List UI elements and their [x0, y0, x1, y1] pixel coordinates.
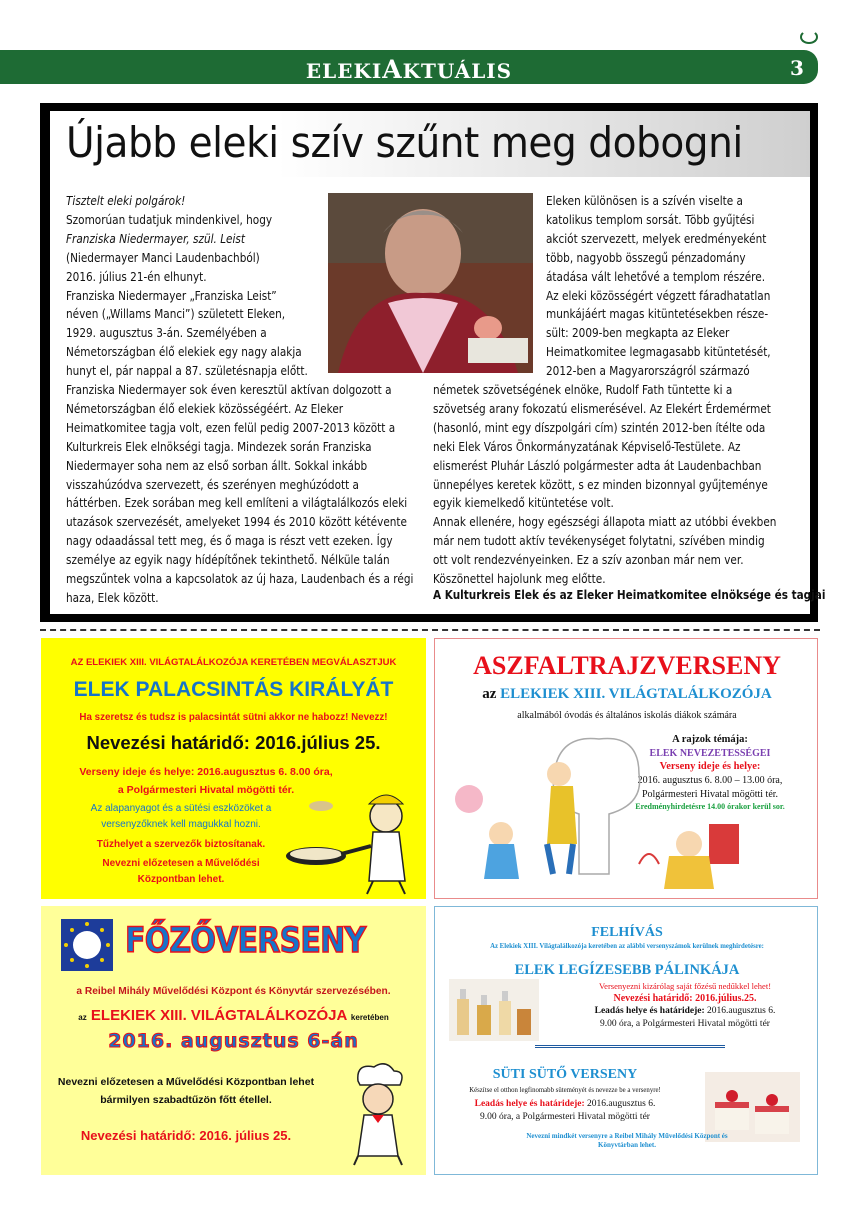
call-intro: Az Elekiek XIII. Világtalálkozója keretében az alábbi versenyszámok kerülnek meghirdetésre: — [490, 943, 764, 950]
palinka-rule: Versenyezni kizárólag saját főzésű nedűkkel lehet! — [598, 981, 772, 991]
pancake-line10: Nevezni előzetesen a Művelődési — [102, 858, 260, 869]
asphalt-results: Eredményhirdetésre 14.00 órakor kerül sor. — [635, 802, 785, 811]
article-left-full-line: nagy odaadással tett meg, és ő maga is részt vett ezeken. Így — [66, 534, 393, 549]
article-right-top-line: akciót szervezett, melyek eredményeként — [546, 231, 767, 246]
article-left-line: 1929. augusztus 3-án. Személyében a — [66, 326, 267, 341]
article-left-line: néven („Willams Manci”) született Eleken, — [66, 307, 286, 322]
section-divider — [40, 629, 820, 631]
article-right-top-line: sült: 2009-ben megkapta az Eleker — [546, 326, 730, 341]
suti-place: Leadás helye és határideje: 2016.augusztus 6. — [474, 1099, 656, 1109]
pancake-line9: Tűzhelyet a szervezők biztosítanak. — [96, 839, 266, 850]
cooking-entry-info2: bármilyen szabadtűzön főtt étellel. — [100, 1094, 272, 1106]
article-right-top-column — [546, 192, 771, 381]
article-right-full-line: németek szövetségének elnöke, Rudolf Fath tüntette ki a — [433, 383, 733, 397]
article-left-full-line: Heimatkomitee tagja volt, ezen felül pedig 2007-2013 között a — [66, 420, 396, 435]
article-right-top-line: 2012-ben a Magyarországról származó — [546, 364, 750, 379]
article-left-line: 2016. július 21-én elhunyt. — [66, 269, 207, 284]
article-right-full-column — [433, 381, 776, 589]
asphalt-drawing-contest-ad — [434, 638, 818, 899]
palinka-title: ELEK LEGÍZESEBB PÁLINKÁJA — [514, 962, 740, 978]
asphalt-theme: ELEK NEVEZETESSÉGEI — [649, 748, 771, 759]
cooking-title: FŐZŐVERSENY — [125, 921, 366, 961]
article-right-full-line: Köszönettel hajolunk meg előtte. — [433, 572, 606, 587]
asphalt-time-label: Verseny ideje és helye: — [659, 761, 761, 772]
article-right-full-line: ünnepélyes keretek között, s ez minden bizonnyal gyűjteménye — [433, 477, 768, 492]
eu-flag-emblem-icon — [61, 919, 113, 971]
asphalt-audience: alkalmából óvodás és általános iskolás diákok számára — [517, 710, 737, 721]
article-left-full-line: Niedermayer soha nem az első sorban állt. Sokkal inkább — [66, 458, 368, 473]
cooking-deadline: Nevezési határidő: 2016. július 25. — [80, 1128, 292, 1143]
article-right-top-line: katolikus templom sorsát. Több gyűjtési — [546, 212, 755, 227]
suti-time: 9.00 óra, a Polgármesteri Hivatal mögötti tér — [480, 1112, 650, 1122]
palinka-place: Leadás helye és határideje: 2016.augusztus 6. — [594, 1006, 776, 1016]
cooking-event: az ELEKIEK XIII. VILÁGTALÁLKOZÓJA keretében — [78, 1007, 389, 1024]
article-left-full-line: Franziska Niedermayer sok éven keresztül aktívan dolgozott a — [66, 383, 392, 397]
cooking-organizer: a Reibel Mihály Művelődési Központ és Könyvtár szervezésében. — [76, 986, 391, 997]
article-left-line: Szomorúan tudatjuk mindenkivel, hogy — [66, 212, 273, 227]
call-title: FELHÍVÁS — [591, 925, 663, 940]
article-left-full-line: visszahúzódva szervezett, és szerényen meghúzódott a — [66, 477, 359, 492]
cooking-entry-info: Nevezni előzetesen a Művelődési Központban lehet — [57, 1076, 315, 1088]
article-left-full-line: Kulturkreis Elek elnökségi tagja. Mindezek során Franziska — [66, 439, 372, 454]
call-footer1: Nevezni mindkét versenyre a Reibel Mihály Művelődési Központ és — [526, 1132, 728, 1140]
article-right-top-line: átadása vált lehetővé a templom részére. — [546, 269, 766, 284]
pancake-line3: Ha szeretsz és tudsz is palacsintát sütni akkor ne habozz! Nevezz! — [79, 712, 388, 723]
article-left-column — [66, 192, 308, 381]
palinka-time: 9.00 óra, a Polgármesteri Hivatal mögötti tér — [600, 1019, 770, 1029]
article-right-full-line: neki Elek Város Önkormányzatának Képviselő-Testülete. Az — [433, 439, 741, 454]
suti-info: Készítse el otthon legfinomabb süteményét és nevezze be a versenyre! — [469, 1087, 661, 1094]
article-right-full-line: ott volt rendezvényeinken. Ez a szív azonban már nem ver. — [433, 553, 744, 568]
pancake-line11: Központban lehet. — [137, 874, 225, 885]
article-right-full-line: egyik kiemelkedő kitüntetése volt. — [433, 496, 614, 511]
page-number: 3 — [790, 56, 804, 80]
article-right-top-line: Heimatkomitee legmagasabb kitüntetését, — [546, 345, 771, 360]
portrait-photo — [328, 193, 533, 373]
pancake-place: a Polgármesteri Hivatal mögötti tér. — [117, 784, 295, 796]
newsletter-title: ELEKIAKTUÁLIS — [305, 55, 513, 84]
pancake-deadline: Nevezési határidő: 2016.július 25. — [86, 732, 381, 753]
article-title: Újabb eleki szív szűnt meg dobogni — [66, 118, 743, 167]
call-footer2: Könyvtárban lehet. — [598, 1141, 656, 1149]
article-right-full-line: (hasonló, mint egy díszpolgári cím) szintén 2012-ben ítélte oda — [433, 420, 766, 435]
pancake-contest-ad — [41, 638, 426, 899]
cooking-contest-ad — [41, 906, 426, 1175]
call-for-entries-ad — [434, 906, 818, 1175]
article-right-top-line: Az eleki közösségért végzett fáradhatatlan — [546, 288, 771, 303]
article-right-top-line: Eleken különösen is a szívén viselte a — [546, 194, 743, 208]
article-left-line: Németországban élő elekiek egy nagy alakja — [66, 345, 302, 360]
article-left-full-line: személye az egyik nagy hídépítőnek tekinthető. Nélküle talán — [66, 553, 390, 568]
article-right-full-line: Annak ellenére, hogy egészségi állapota miatt az utóbbi években — [433, 515, 777, 530]
asphalt-place: Polgármesteri Hivatal mögötti tér. — [641, 789, 779, 800]
article-left-full-line: megszűntek volna a kapcsolatok az új haza, Laudenbach és a régi — [66, 572, 414, 587]
palinka-deadline: Nevezési határidő: 2016.július.25. — [613, 993, 757, 1004]
pancake-line7: Az alapanyagot és a sütési eszközöket a — [90, 803, 272, 814]
cooking-date: 2016. augusztus 6-án — [108, 1030, 359, 1052]
article-signature: A Kulturkreis Elek és az Eleker Heimatkomitee elnöksége és tagjai — [433, 588, 826, 602]
article-left-line: hunyt el, pár nappal a 87. születésnapja előtt. — [66, 364, 308, 379]
article-left-line: Franziska Niedermayer, szül. Leist — [66, 231, 245, 246]
asphalt-time: 2016. augusztus 6. 8.00 – 13.00 óra, — [637, 775, 783, 786]
article-right-top-line: több, nagyobb összegű pénzadomány — [546, 250, 746, 265]
palinka-bottles-image — [449, 979, 539, 1041]
swirl-ornament-icon — [800, 30, 818, 44]
asphalt-subtitle: az ELEKIEK XIII. VILÁGTALÁLKOZÓJA — [482, 686, 772, 702]
article-left-line: Tisztelt eleki polgárok! — [66, 194, 186, 208]
article-right-full-line: szövetség arany fokozatú elismerésével. Az Elekért Érdemérmet — [433, 401, 771, 416]
suti-title: SÜTI SÜTŐ VERSENY — [492, 1067, 638, 1082]
pancake-line8: versenyzőknek kell magukkal hozni. — [101, 819, 261, 830]
article-right-full-line: elismerést Pluhár László polgármester adta át Laudenbachban — [433, 458, 762, 473]
children-drawing-illustration — [439, 724, 739, 894]
article-left-line: Franziska Niedermayer „Franziska Leist” — [66, 288, 277, 303]
article-left-full-line: háttérben. Ezek sorában meg kell említeni a világtalálkozós eleki — [66, 496, 408, 511]
article-left-line: (Niedermayer Manci Laudenbachból) — [66, 250, 260, 265]
asphalt-title: ASZFALTRAJZVERSENY — [473, 651, 781, 680]
article-right-full-line: már nem tudott aktív tevékenységet folytatni, szívében mindig — [433, 534, 765, 549]
article-left-full-column — [66, 381, 413, 608]
article-left-full-line: haza, Elek között. — [66, 590, 159, 605]
pancake-heading: ELEK PALACSINTÁS KIRÁLYÁT — [73, 678, 394, 701]
chef-illustration — [336, 1061, 416, 1166]
pancake-line1: AZ ELEKIEK XIII. VILÁGTALÁLKOZÓJA KERETÉBEN MEGVÁLASZTJUK — [70, 657, 397, 668]
article-right-top-line: munkájáért magas kitüntetésekben része- — [546, 307, 769, 322]
chef-with-pan-illustration — [281, 786, 421, 896]
asphalt-theme-label: A rajzok témája: — [672, 734, 748, 745]
pancake-time: Verseny ideje és helye: 2016.augusztus 6. 8.00 óra, — [79, 766, 333, 778]
article-left-full-line: Németországban élő elekiek közösségéért. Az Eleker — [66, 401, 344, 416]
article-left-full-line: utazások szervezését, amelyeket 1994 és 2010 között kétévente — [66, 515, 407, 530]
call-divider — [535, 1045, 725, 1048]
